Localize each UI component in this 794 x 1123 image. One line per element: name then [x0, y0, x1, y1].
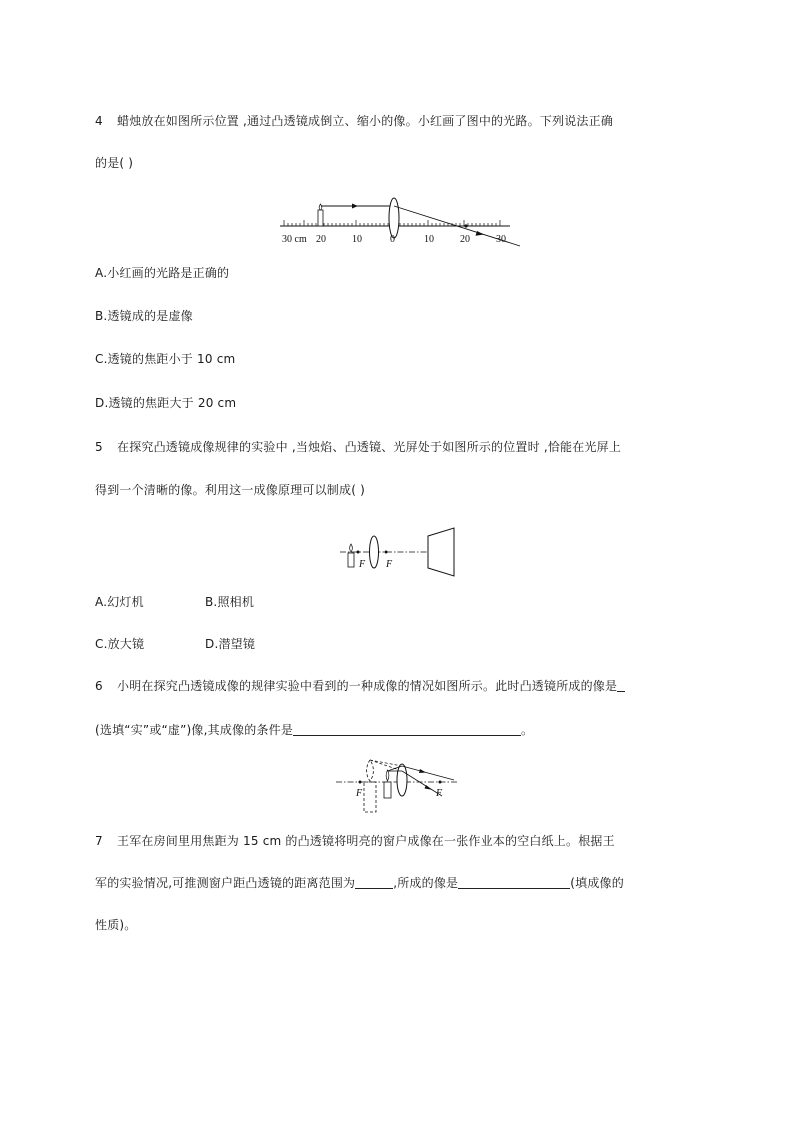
- q5-candle-lens-screen-figure: [332, 522, 472, 582]
- q4-option-c: C.透镜的焦距小于 10 cm: [95, 352, 236, 366]
- q7-line1: [95, 832, 615, 849]
- q7-stem-2c: (填成像的: [570, 876, 624, 890]
- light-screen-icon: [428, 528, 454, 576]
- q5-line2: 得到一个清晰的像。利用这一成像原理可以制成( ): [95, 483, 365, 497]
- q7-stem-2b: ,所成的像是: [393, 876, 459, 890]
- q6-number: 6: [95, 679, 103, 693]
- ruler-label-30-right: 30: [496, 234, 506, 245]
- q4-optical-bench-figure: [270, 196, 530, 256]
- q6-stem-1: 小明在探究凸透镜成像的规律实验中看到的一种成像的情况如图所示。此时凸透镜所成的像是: [117, 679, 618, 693]
- ruler-label-20-left: 20: [316, 234, 326, 245]
- q5-options-row1: [95, 593, 254, 610]
- q5-line1: [95, 438, 621, 455]
- q5-option-b: B.照相机: [205, 595, 255, 609]
- q6-focal-label-right: F: [436, 788, 443, 799]
- q7-line2: [95, 874, 624, 891]
- q7-answer-blank-2[interactable]: [458, 876, 570, 889]
- q5-option-c: C.放大镜: [95, 637, 145, 651]
- q4-option-d: D.透镜的焦距大于 20 cm: [95, 396, 237, 410]
- ruler-label-30cm-left: 30 cm: [282, 234, 307, 245]
- ruler-label-0: 0: [390, 234, 395, 245]
- q5-options-row2: [95, 635, 255, 652]
- q6-line1: [95, 677, 625, 694]
- q6-focal-label-left: F: [356, 788, 363, 799]
- q4-line1: [95, 112, 613, 129]
- q6-line2: [95, 721, 533, 738]
- ruler-label-10-right: 10: [424, 234, 434, 245]
- q7-line3: 性质)。: [95, 918, 137, 932]
- q7-stem-2a: 军的实验情况,可推测窗户距凸透镜的距离范围为: [95, 876, 356, 890]
- convex-lens-icon: [397, 764, 407, 796]
- ruler-label-10-left: 10: [352, 234, 362, 245]
- q6-magnifier-figure: [330, 754, 470, 818]
- q4-number: 4: [95, 114, 103, 128]
- q4-option-b: B.透镜成的是虚像: [95, 309, 193, 323]
- q5-stem-1: 在探究凸透镜成像规律的实验中 ,当烛焰、凸透镜、光屏处于如图所示的位置时 ,恰能在光屏上: [117, 440, 622, 454]
- candle-icon: [318, 210, 323, 226]
- q4-line2: 的是( ): [95, 156, 134, 170]
- q6-answer-blank-2[interactable]: [293, 723, 521, 736]
- q6-stem-2b: 。: [521, 723, 534, 737]
- candle-icon: [384, 782, 391, 798]
- q5-option-a: A.幻灯机: [95, 595, 144, 609]
- q7-number: 7: [95, 834, 103, 848]
- convex-lens-icon: [370, 536, 379, 568]
- q4-option-a: A.小红画的光路是正确的: [95, 266, 230, 280]
- q5-number: 5: [95, 440, 103, 454]
- q5-option-d: D.潜望镜: [205, 637, 256, 651]
- q5-focal-label-left: F: [359, 559, 366, 570]
- q5-focal-label-right: F: [386, 559, 393, 570]
- candle-icon: [348, 553, 354, 567]
- q6-answer-blank-1[interactable]: [617, 679, 625, 692]
- q7-stem-1: 王军在房间里用焦距为 15 cm 的凸透镜将明亮的窗户成像在一张作业本的空白纸上。根据王: [117, 834, 615, 848]
- ruler-label-20-right: 20: [460, 234, 470, 245]
- q6-stem-2a: (选填“实”或“虚”)像,其成像的条件是: [95, 723, 294, 737]
- q4-stem-1: 蜡烛放在如图所示位置 ,通过凸透镜成倒立、缩小的像。小红画了图中的光路。下列说法正确: [117, 114, 614, 128]
- convex-lens-icon: [389, 198, 399, 238]
- q7-answer-blank-1[interactable]: [355, 876, 393, 889]
